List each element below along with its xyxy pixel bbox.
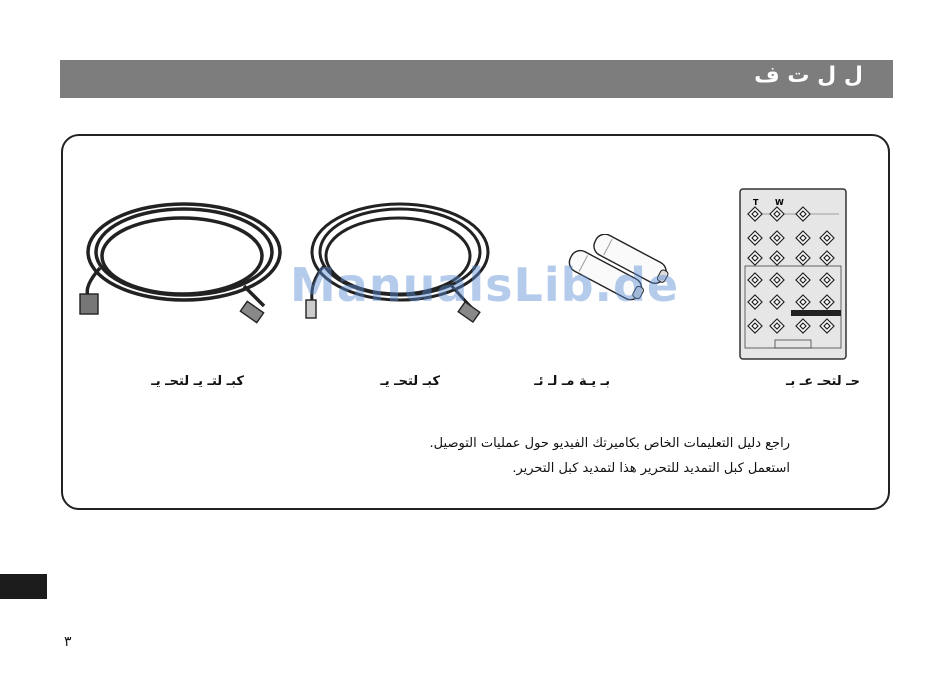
note-line-1: راجع دليل التعليمات الخاص بكاميرتك الفيديو حول عمليات التوصيل. xyxy=(429,436,790,451)
zoom-w-label: W xyxy=(775,198,784,207)
editing-cable-label: كبـ لتحـ يـ xyxy=(380,374,440,389)
zoom-t-label: T xyxy=(753,198,759,207)
remote-label: حـ لتحـ عـ بـ xyxy=(785,374,860,389)
extension-cable-illustration xyxy=(74,196,286,332)
section-side-tab xyxy=(0,574,47,599)
page-number: ٣ xyxy=(64,634,72,650)
section-header-bar xyxy=(60,60,893,98)
batteries-label: بـ يـة مـ لـ ئـ xyxy=(534,374,610,389)
watermark: ManualsLib.de xyxy=(290,258,680,312)
extension-cable-label: كبـ لتـ يـ لتحـ يـ xyxy=(151,374,244,389)
note-line-2: استعمل كبل التمديد للتحرير هذا لتمديد كبل التحرير. xyxy=(512,461,790,476)
section-title: ل ل ت ف xyxy=(754,63,863,88)
remote-control-illustration xyxy=(739,188,847,360)
